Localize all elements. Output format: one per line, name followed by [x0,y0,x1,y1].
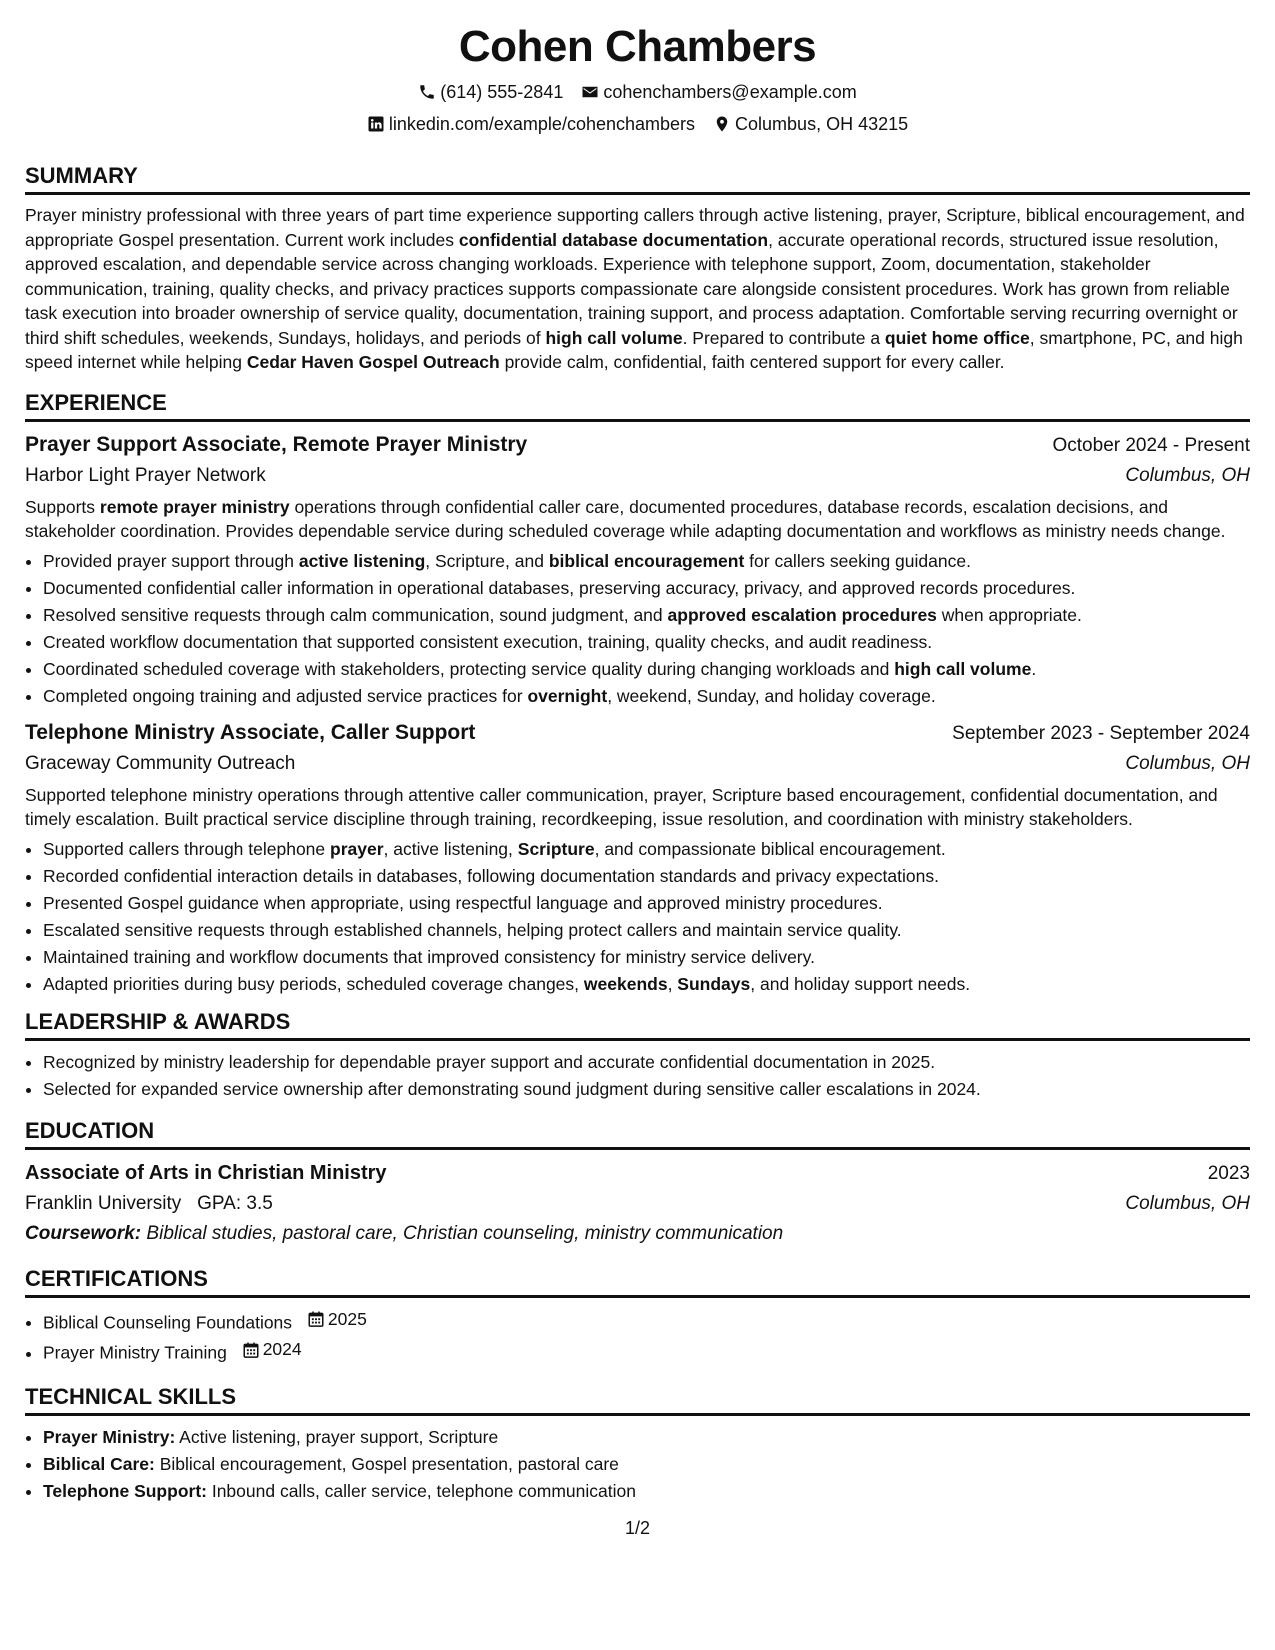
email-text: cohenchambers@example.com [603,82,857,102]
job-entry [25,430,1250,710]
job-location: Columbus, OH [1125,464,1250,486]
gpa: GPA: 3.5 [197,1192,273,1214]
school-name: Franklin University [25,1192,182,1214]
list-item: • Biblical Care: Biblical encouragement, Gospel presentation, pastoral care [43,1451,1250,1478]
list-item: • Prayer Ministry: Active listening, prayer support, Scripture [43,1424,1250,1451]
skills-section [25,1383,1250,1505]
page-number: 1/2 [624,1518,651,1538]
job-entry [25,718,1250,998]
company-name: Graceway Community Outreach [25,752,296,774]
summary-title: SUMMARY [25,162,1250,195]
cert-date [307,1306,367,1333]
coursework: Coursework: Biblical studies, pastoral care, Christian counseling, ministry communication [25,1222,784,1244]
list-item: • Supported callers through telephone prayer, active listening, Scripture, and compassionate biblical encouragement. [43,836,1250,863]
phone-text: (614) 555-2841 [440,82,564,102]
summary-section [25,162,1250,375]
job-description: Supports remote prayer ministry operations through confidential caller care, documented procedures, database records, escalation decisions, and stakeholder coordination. Provides dependable service during scheduled coverage while adapting documentation and workflows as ministry needs change. [25,496,1226,541]
job-subheader [25,461,1250,491]
degree-name: Associate of Arts in Christian Ministry [25,1161,387,1184]
education-subheader [25,1189,1250,1219]
graduation-year: 2023 [1207,1162,1250,1184]
job-bullets [25,836,1250,998]
linkedin-contact[interactable] [367,108,695,140]
certifications-title: CERTIFICATIONS [25,1265,1250,1298]
cert-year: 2024 [262,1339,302,1359]
job-subheader [25,749,1250,779]
cert-name: Biblical Counseling Foundations [43,1312,293,1332]
experience-section [25,389,1250,998]
job-header [25,718,1250,749]
linkedin-icon [367,115,385,133]
contact-line-1 [25,76,1250,108]
cert-year: 2025 [327,1308,367,1329]
skills-title: TECHNICAL SKILLS [25,1383,1250,1416]
list-item: • Selected for expanded service ownership after demonstrating sound judgment during sensitive caller escalations in 2024. [43,1076,1250,1103]
education-title: EDUCATION [25,1117,1250,1150]
job-header [25,430,1250,461]
job-title: Prayer Support Associate, Remote Prayer Ministry [25,432,528,456]
list-item: • Maintained training and workflow documents that improved consistency for ministry service delivery. [43,944,1250,971]
leadership-section [25,1008,1250,1103]
envelope-icon [581,83,599,101]
calendar-icon [242,1341,260,1359]
phone-contact[interactable] [418,76,563,108]
certifications-list [25,1306,1250,1367]
list-item: • Presented Gospel guidance when appropriate, using respectful language and approved ministry procedures. [43,890,1250,917]
certifications-section [25,1265,1250,1367]
list-item: • Recorded confidential interaction details in databases, following documentation standards and privacy expectations. [43,863,1250,890]
company-name: Harbor Light Prayer Network [25,464,266,486]
list-item: • Resolved sensitive requests through calm communication, sound judgment, and approved escalation procedures when appropriate. [43,602,1250,629]
skills-list [25,1424,1250,1505]
list-item [43,1306,1250,1337]
job-title: Telephone Ministry Associate, Caller Support [25,720,476,744]
calendar-icon [307,1310,325,1328]
map-pin-icon [713,115,731,133]
education-header [25,1158,1250,1189]
job-dates: September 2023 - September 2024 [952,722,1250,744]
resume-page [25,18,1250,1505]
list-item: • Documented confidential caller information in operational databases, preserving accuracy, privacy, and approved records procedures. [43,575,1250,602]
school-line [25,1189,273,1219]
cert-date [242,1336,302,1363]
list-item: • Created workflow documentation that supported consistent execution, training, quality checks, and audit readiness. [43,629,1250,656]
leadership-bullets [25,1049,1250,1103]
list-item: • Provided prayer support through active listening, Scripture, and biblical encouragement for callers seeking guidance. [43,548,1250,575]
education-section [25,1117,1250,1249]
location-contact [713,108,908,140]
school-location: Columbus, OH [1125,1192,1250,1214]
list-item: • Telephone Support: Inbound calls, caller service, telephone communication [43,1478,1250,1505]
job-bullets [25,548,1250,710]
experience-title: EXPERIENCE [25,389,1250,422]
list-item: • Completed ongoing training and adjusted service practices for overnight, weekend, Sunday, and holiday coverage. [43,683,1250,710]
leadership-title: LEADERSHIP & AWARDS [25,1008,1250,1041]
location-text: Columbus, OH 43215 [735,114,909,134]
cert-name: Prayer Ministry Training [43,1342,227,1363]
candidate-name: Cohen Chambers [458,22,817,71]
list-item: • Escalated sensitive requests through established channels, helping protect callers and maintain service quality. [43,917,1250,944]
list-item: • Recognized by ministry leadership for dependable prayer support and accurate confidential documentation in 2025. [43,1049,1250,1076]
list-item: • Adapted priorities during busy periods, scheduled coverage changes, weekends, Sundays, and holiday support needs. [43,971,1250,998]
contact-line-2 [25,108,1250,140]
job-location: Columbus, OH [1125,752,1250,774]
list-item: • Coordinated scheduled coverage with stakeholders, protecting service quality during changing workloads and high call volume. [43,656,1250,683]
job-dates: October 2024 - Present [1052,434,1250,456]
summary-text: Prayer ministry professional with three years of part time experience supporting callers through active listening, prayer, Scripture, biblical encouragement, and appropriate Gospel presentation. Current work includes confidential database documentation, accurate operational records, structured issue resolution, approved escalation, and dependable service across changing workloads. Experience with telephone support, Zoom, documentation, stakeholder communication, training, quality checks, and privacy practices supports compassionate care alongside consistent procedures. Work has grown from reliable task execution into broader ownership of service quality, documentation, training support, and process adaptation. Comfortable serving recurring overnight or third shift schedules, weekends, Sundays, holidays, and periods of high call volume. Prepared to contribute a quiet home office, smartphone, PC, and high speed internet while helping Cedar Haven Gospel Outreach provide calm, confidential, faith centered support for every caller. [25,205,1245,372]
linkedin-text: linkedin.com/example/cohenchambers [388,114,696,134]
list-item [43,1336,1250,1367]
phone-icon [418,83,436,101]
email-contact[interactable] [581,76,856,108]
job-description: Supported telephone ministry operations through attentive caller communication, prayer, Scripture based encouragement, confidential documentation, and timely escalation. Built practical service discipline through training, recordkeeping, issue resolution, and coordination with ministry stakeholders. [25,784,1218,829]
